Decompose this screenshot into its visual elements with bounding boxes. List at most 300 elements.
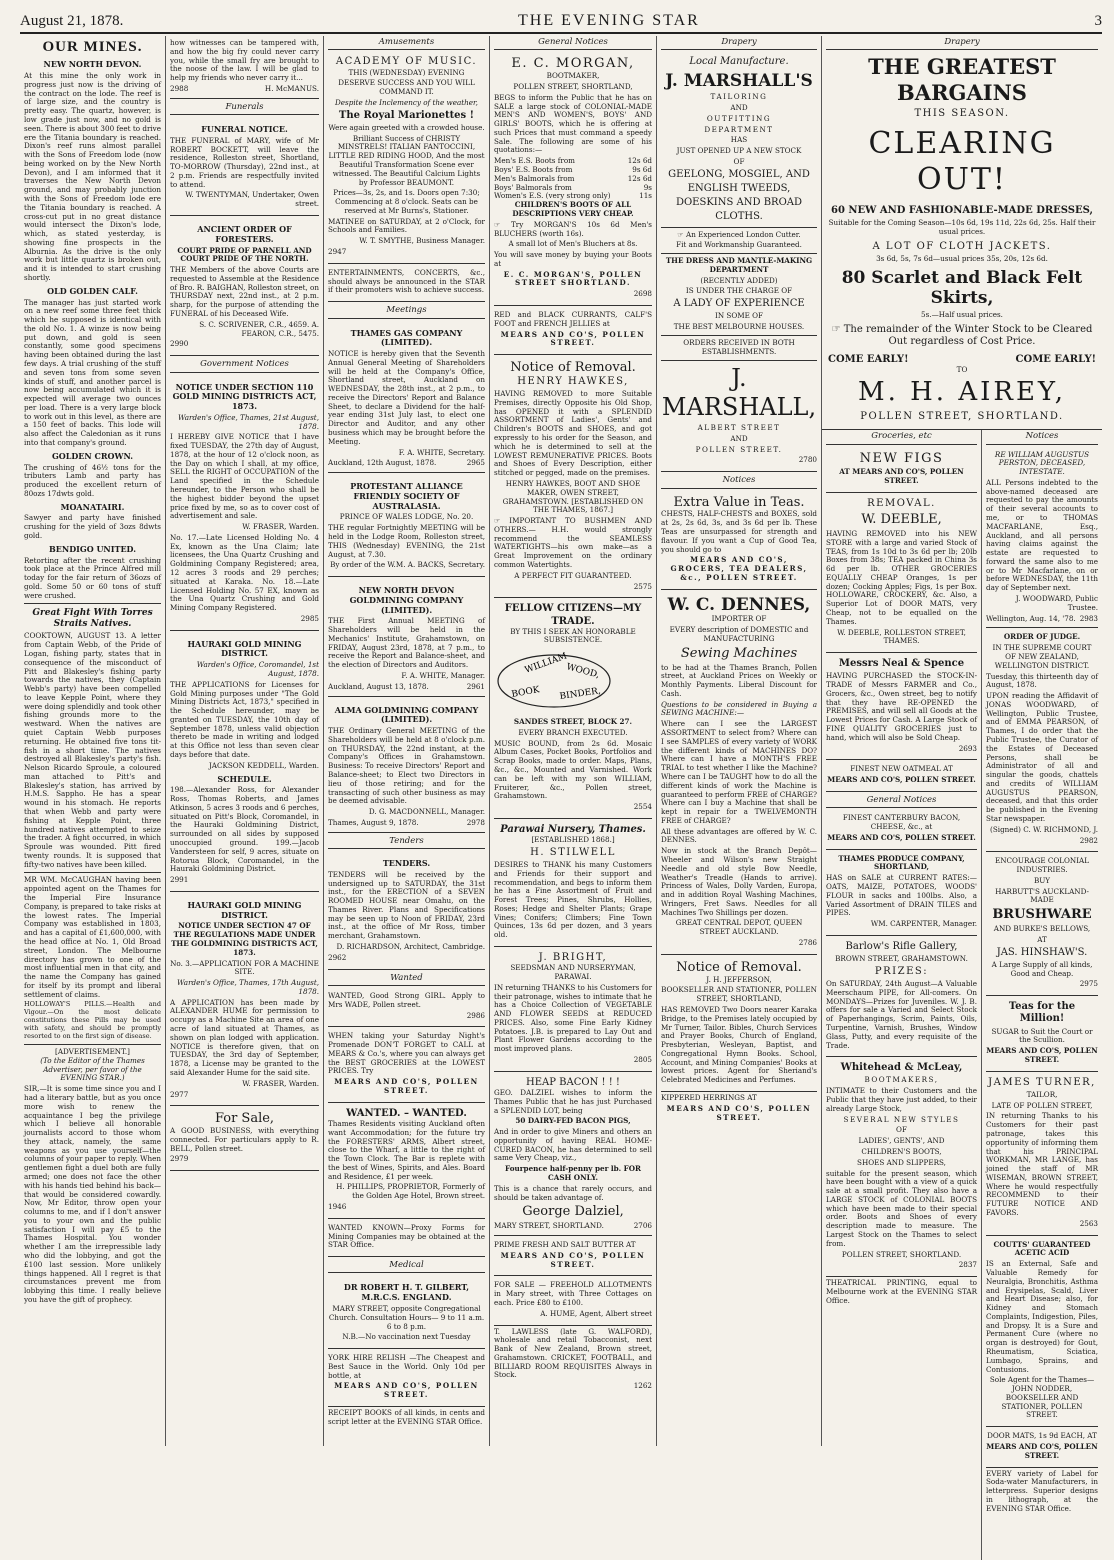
- ad-title: PROTESTANT ALLIANCE FRIENDLY SOCIETY OF AUSTRALASIA.: [350, 481, 463, 511]
- ad-line: IN SOME OF: [715, 311, 763, 321]
- shop-name: MEARS AND CO'S, POLLEN STREET.: [666, 1103, 812, 1122]
- ad-subtitle: BY THIS I SEEK AN HONORABLE SUBSISTENCE.: [510, 626, 636, 645]
- ad-text: HAS REMOVED Two Doors nearer Karaka Bridge, to the Premises lately occupied by Mr Turner, Tailor. Bibles, Church Services and Prayer Books, Church of England, Presbyterian, Wesleyan, Baptist, and Congregational Hymn Books. School, Account, and Mining Companies' Books at lowest prices. Agent for Sheriand's Celebrated Medicines and Perfumes.: [661, 1004, 817, 1085]
- ad-subtitle: DESERVE SUCCESS AND YOU WILL COMMAND IT.: [338, 78, 475, 97]
- ad-title: THE GREATEST BARGAINS: [868, 54, 1056, 105]
- ad-name: J. MARSHALL,: [661, 363, 817, 421]
- ad-text: GEO. DALZIEL wishes to inform the Thames Public that he has just Purchased a SPLENDID LOT, being: [494, 1088, 652, 1115]
- ad-text: IN returning Thanks to his Customers for their past patronage, takes this opportunity of informing them that his PRINCIPAL WORKMAN, MR LANGE, has joined the staff of MR WISEMAN, BROWN STREET, Where he would respectfully RECOMMEND to their FUTURE NOTICE AND FAVORS.: [986, 1111, 1098, 1218]
- stock-line: CLOTHS.: [715, 211, 763, 223]
- ad-line: JUST OPENED UP A NEW STOCK: [676, 146, 802, 156]
- signature: W. T. SMYTHE, Business Manager.: [359, 236, 485, 246]
- ad-title: FUNERAL NOTICE.: [201, 124, 288, 135]
- theatrical-ad: [826, 1279, 977, 1305]
- ad-title: W. C. DENNES,: [667, 594, 811, 615]
- pointing-hand-icon: ☞: [494, 219, 511, 229]
- ad-text: THEATRICAL PRINTING, equal to Melbourne work at the EVENING STAR Office.: [826, 1278, 977, 1305]
- signature: J. WOODWARD, Public Trustee.: [1015, 594, 1098, 612]
- ad-title: E. C. MORGAN,: [511, 56, 635, 72]
- ad-number: 2983: [1079, 613, 1098, 623]
- advert-tag: [ADVERTISEMENT.]: [55, 1047, 130, 1057]
- currants-ad: [494, 308, 652, 355]
- ad-place: Warden's Office, Thames, 21st August, 1878.: [177, 412, 319, 431]
- ad-text: Despite the Inclemency of the weather,: [335, 97, 478, 107]
- stock-line: DOESKINS AND BROAD: [675, 197, 803, 209]
- ad-headline: 50 DAIRY-FED BACON PIGS,: [515, 1116, 631, 1126]
- ad-line: (RECENTLY ADDED): [700, 275, 778, 285]
- section-heading: Notices: [986, 430, 1098, 444]
- ad-text: Were again greeted with a crowded house.: [328, 122, 485, 132]
- ad-number: 2988: [170, 83, 189, 93]
- ad-text: 3s 6d, 5s, 7s 6d—usual prices 35s, 20s, 12s 6d.: [876, 253, 1048, 263]
- ad-agent: Sole Agent for the Thames— JOHN NODDER, BOOKSELLER AND STATIONER, POLLEN STREET.: [989, 1375, 1095, 1420]
- ad-line: TO: [956, 365, 968, 375]
- ad-line: AT: [1037, 934, 1047, 944]
- ad-text: Where can I see the LARGEST ASSORTMENT to select from? Where can I see SAMPLES of every variety of WORK the different kinds of MACHINES DO? Where can I have a MONTH'S FREE TRIAL to test whether I like the Machine? Where can I be TAUGHT how to do all the different kinds of work the Machine is guaranteed to perform FREE of CHARGE? Where can I buy a Machine that shall be kept in repair for a TWELVEMONTH FREE of CHARGE?: [661, 719, 817, 825]
- ad-number: 2554: [633, 802, 652, 812]
- ad-text: KIPPERED HERRINGS AT: [661, 1093, 757, 1103]
- shop-name: MEARS AND CO'S, POLLEN STREET.: [986, 1442, 1098, 1460]
- ad-line: CHILDREN'S BOOTS,: [861, 1146, 942, 1156]
- turner-ad: [986, 1074, 1098, 1236]
- ad-name: M. H. AIREY,: [857, 377, 1067, 408]
- ad-subtitle: EVERY BRANCH EXECUTED.: [518, 727, 628, 737]
- ad-number: 2947: [328, 247, 347, 257]
- pointing-hand-icon: ☞: [677, 229, 687, 239]
- kippered-ad: [661, 1094, 817, 1122]
- stamp-word: BINDER,: [559, 686, 602, 703]
- divider: [24, 603, 161, 604]
- ad-title: NOTICE UNDER SECTION 110 GOLD MINING DISTRICTS ACT, 1873.: [172, 381, 317, 411]
- ad-number: 2965: [466, 458, 485, 468]
- right-subcolumns: [822, 430, 1102, 1560]
- produce-ad: [826, 852, 977, 936]
- jefferson-ad: [661, 957, 817, 1092]
- marshall-ad: [661, 53, 817, 472]
- ad-text: suitable for the present season, which have been bought with a view of a quick sale at a small profit. They also have a LARGE STOCK of COLONIAL BOOTS which have been made to their special order. Boots and Shoes of every description made to measure. The Largest Stock on the Thames to select from.: [826, 1168, 977, 1248]
- ad-headline: Sewing Machines: [680, 645, 798, 661]
- right-section: [822, 36, 1102, 1513]
- stock-line: GEELONG, MOSGIEL, AND: [668, 168, 810, 180]
- ad-number: 2961: [466, 681, 485, 691]
- column-notices-right: [982, 430, 1102, 1560]
- ad-number: 1262: [633, 1381, 652, 1391]
- signature: WM. CARPENTER, Manager.: [870, 919, 977, 929]
- ad-line: HAS: [730, 135, 748, 145]
- wanted-ad: [328, 1029, 485, 1102]
- ad-text: RED and BLACK CURRANTS, CALF'S FOOT and FRENCH JELLIES at: [494, 309, 652, 328]
- price-value: 9s: [643, 182, 652, 192]
- ad-title: DR ROBERT H. T. GILBERT, M.R.C.S. ENGLAND.: [343, 1282, 470, 1303]
- signature: F. A. WHITE, Manager.: [401, 671, 485, 681]
- ad-text: A PERFECT FIT GUARANTEED.: [514, 570, 632, 580]
- relish-ad: [328, 1351, 485, 1407]
- ad-number: 2978: [466, 817, 485, 827]
- price-item: Men's E.S. Boots from: [494, 156, 575, 166]
- ad-subtitle: No. 3.—APPLICATION FOR A MACHINE SITE.: [170, 958, 319, 977]
- price-item: Boys' E.S. Boots from: [494, 165, 573, 175]
- tea-ad: [661, 492, 817, 590]
- mine-title: MOANATAIRI.: [60, 501, 125, 512]
- ad-title: Extra Value in Teas.: [673, 494, 805, 510]
- ad-text: THE First Annual MEETING of Shareholders will be held in the Mechanics' Institute, Grahamstown, on FRIDAY, August 23rd, 1878, at 7 p.m., to receive the Report and Balance-sheet, and the election of Directors and Auditors.: [328, 616, 485, 670]
- ad-number: 2986: [466, 1010, 485, 1020]
- ad-name: HENRY HAWKES,: [517, 375, 629, 387]
- signature: By order of the W.M. A. BACKS, Secretary.: [330, 560, 485, 570]
- divider: [24, 872, 161, 873]
- bookbinder-stamp: [494, 651, 614, 711]
- ad-subtitle: SEEDSMAN AND NURSERYMAN, PARAWAI.: [510, 963, 636, 982]
- butter-ad: [494, 1238, 652, 1276]
- ad-date: Tuesday, this thirteenth day of August, 1878.: [986, 671, 1098, 690]
- bacon-ad: [826, 811, 977, 849]
- ad-line: HARBUTT'S AUCKLAND-MADE: [995, 886, 1089, 905]
- ad-text: THE APPLICATIONS for Licenses for Gold Mining purposes under "The Gold Mining Districts Act, 1873," specified in the Schedule hereunder, may be granted on TUESDAY, the 10th day of September 1878, unless valid objection thereto be made in writing and lodged at this Office not less than seven clear days before that date.: [170, 679, 319, 760]
- ad-text: DOOR MATS, 1s 9d EACH, AT: [987, 1431, 1097, 1441]
- brushware-ad: [986, 854, 1098, 996]
- column-drapery: [657, 36, 822, 1446]
- ad-text: THE regular Fortnightly MEETING will be held in the Lodge Room, Rolleston street, THIS (Wednesday) EVENING, the 21st August, at 7.30.: [328, 523, 485, 559]
- ad-text: Questions to be considered in Buying a SEWING MACHINE:—: [661, 699, 817, 718]
- mine-title: GOLDEN CROWN.: [51, 450, 134, 461]
- ad-title: COUTTS' GUARANTEED ACETIC ACID: [993, 1239, 1091, 1258]
- ad-text: to be had at the Thames Branch, Pollen street, at Auckland Prices on Weekly or Monthly Payments. Liberal Discount for Cash.: [661, 662, 817, 698]
- ad-text: THE FUNERAL of MARY, wife of Mr ROBERT BOCKETT, will leave the residence, Rolleston street, Shortland, TO-MORROW (Thursday), 22nd inst., at 2 p.m. Friends are respectfully invited to attend.: [170, 135, 319, 189]
- nursery-ad: [494, 821, 652, 947]
- signature: H. McMANUS.: [264, 83, 319, 93]
- ad-text: A APPLICATION has been made by ALEXANDER HUME for permission to occupy as a Machine Site an area of one acre of land situated at Thames, as shown on plan lodged with application. NOTICE is therefore given, that on TUESDAY, the 3rd day of September, 1878, a License may be granted to the said Alexander Hume for the said site.: [170, 997, 319, 1077]
- ad-line: OF: [896, 1125, 907, 1135]
- ad-text: Now in stock at the Branch Depôt—Wheeler and Wilson's new Straight Needle and old style Bow Needle, Weather's Treadle (Hands to arrive). Princess of Wales, Dolly Varden, Europa, and in addition Royal Washing Machines, Wringers, Fret Saws. Needles for all Machines Two Shillings per dozen.: [661, 846, 817, 917]
- ad-place: Warden's Office, Coromandel, 1st August, 1878.: [196, 660, 319, 678]
- meeting-notice: [328, 322, 485, 474]
- ad-text: Try MORGAN'S 10s 6d Men's BLUCHERS (worth 16s).: [494, 219, 652, 238]
- ad-line: OUTFITTING: [706, 113, 772, 123]
- wanted-ad: [328, 1221, 485, 1257]
- ad-address: MARY STREET, SHORTLAND.: [494, 1221, 604, 1231]
- signature: D. RICHARDSON, Architect, Cambridge.: [336, 942, 485, 952]
- ad-title: Notice of Removal.: [676, 959, 802, 975]
- ad-text: MARY STREET, opposite Congregational Church. Consultation Hours— 9 to 11 a.m. 6 to 8 p.m.: [328, 1303, 485, 1331]
- shop-name: MEARS AND CO'S, POLLEN STREET.: [500, 1250, 646, 1269]
- shop-name: W. DEEBLE, ROLLESTON STREET, THAMES.: [837, 627, 966, 646]
- ad-place: Wellington, Aug. 14, '78.: [986, 613, 1076, 623]
- ad-title: FELLOW CITIZENS—MY TRADE.: [504, 603, 642, 627]
- ad-place: Auckland, 12th August, 1878.: [328, 458, 437, 468]
- section-heading: Groceries, etc: [826, 430, 977, 444]
- ad-title: J. BRIGHT,: [538, 952, 608, 964]
- price-item: Boys' Balmorals from: [494, 182, 572, 192]
- receipt-ad: [328, 1409, 485, 1427]
- neal-spence-ad: [826, 655, 977, 760]
- ad-text: UPON reading the Affidavit of JONAS WOODWARD, of Wellington, Public Trustee, and of EMMA PEARSON, of Thames, I do order that the Public Trustee, the Curator of the Estates of Deceased Persons, shall be Administrator of all and singular the goods, chattels and credits of WILLIAM AUGUSTUS PEARSON, deceased, and that this order be published in the Evening Star newspaper.: [986, 691, 1098, 823]
- signature: JACKSON KEDDELL, Warden.: [208, 760, 319, 770]
- academy-ad: [328, 53, 485, 263]
- ad-text: SUGAR to Suit the Court or the Scullion.: [991, 1026, 1093, 1045]
- shop-name: HENRY HAWKES, BOOT AND SHOE MAKER, OWEN STREET, GRAHAMSTOWN. [ESTABLISHED ON THE THAMES, 1867.]: [502, 478, 644, 515]
- schedule-text: 198.—Alexander Ross, for Alexander Ross, Thomas Roberts, and James Atkinson, 5 acres 3 roods and 6 perches, situated on Pitt's Block, Coromandel, in the Hauraki Goldmining District, surrounded on all sides by supposed unoccupied ground. 199.—Jacob Vandersteen for self, 9 acres, situate on Rotorua Block, Coromandel, in the Hauraki Goldmining District.: [170, 785, 319, 874]
- deeble-ad: [826, 495, 977, 653]
- price-value: 12s 6d: [627, 156, 652, 166]
- columns: [20, 36, 1102, 1513]
- ad-text: BEGS to inform the Public that he has on SALE a large stock of COLONIAL-MADE MEN'S AND WOMEN'S, BOYS' AND GIRLS' BOOTS, which he is offering at such Prices that must command a speedy Sale. The following are some of his quotations:—: [494, 92, 652, 155]
- ad-text: Thames Residents visiting Auckland often want Accommodation; for the future try the FORESTERS' ARMS, Albert street, close to the Wharf, a little to the right of the Town Clock. The Bar is replete with the best of Wines, Spirits, and Ales. Board and Residence, £1 per week.: [328, 1118, 485, 1181]
- ad-line: AND BURKE'S BELLOWS,: [993, 924, 1091, 934]
- ad-line: SEVERAL NEW STYLES: [843, 1114, 960, 1124]
- mine-text: The manager has just started work on a new reef some three feet thick which he supposed is identical with the old No. 1. A winze is now being put down, and gold is seen constantly, some good specimens having been obtained during the last few days. A trial crushing of the stuff and seven tons from some seven kinds of stuff, and another parcel is now being accumulated which it is expected will average two ounces per load. There is a very large block to work out in this level, as there are a 150 feet of backs. This lode will also affect the Caledonian as it runs into that company's ground.: [24, 297, 161, 448]
- meeting-notice: [328, 699, 485, 833]
- ad-title: ANCIENT ORDER OF FORESTERS.: [197, 224, 292, 244]
- ad-subtitle: PRINCE OF WALES LODGE, No. 20.: [339, 512, 474, 522]
- ad-number: 2706: [633, 1221, 652, 1231]
- ad-place: Warden's Office, Thames, 17th August, 1878.: [177, 978, 319, 996]
- ad-number: 2693: [958, 743, 977, 753]
- wood-ad: [494, 600, 652, 819]
- ad-title: Teas for the Million!: [1008, 1001, 1076, 1025]
- ad-text: ENTERTAINMENTS, CONCERTS, &c., should always be announced in the STAR if their promoters wish to achieve success.: [328, 267, 485, 295]
- ad-subtitle: THIS SEASON.: [914, 107, 1010, 119]
- ad-line: A LOT OF CLOTH JACKETS.: [872, 240, 1052, 252]
- section-heading: Notices: [661, 474, 817, 488]
- signature: (Signed) C. W. RICHMOND, J.: [990, 824, 1098, 834]
- ad-number: 2837: [958, 1260, 977, 1270]
- ad-number: 2698: [633, 289, 652, 299]
- masthead: [20, 10, 1102, 34]
- ad-text: This is a chance that rarely occurs, and should be taken advantage of.: [494, 1183, 652, 1202]
- tender-notice: [328, 852, 485, 970]
- ad-text: HAVING REMOVED into his NEW STORE with a large and varied Stock of TEAS, from 1s 10d to 3s 6d per lb; 20lb Boxes from 38s; TEA packed in China 3s 6d per lb. OTHER GROCERIES EQUALLY CHEAP Oranges, 1s per dozen; Cocking Apples; Figs, 1s per Box. HOLLOWARE, CROCKERY, &c. Also, a Superior Lot of DOOR MATS, very Cheap, not to be equalled on the Thames.: [826, 529, 977, 626]
- ad-number: 2990: [170, 339, 189, 349]
- ad-headline: CLEARING OUT!: [868, 125, 1056, 198]
- ad-line: A LADY OF EXPERIENCE: [673, 298, 805, 310]
- ad-text: THE Ordinary General MEETING of the Shareholders will be held at 8 o'clock p.m. on THURSDAY, the 22nd instant, at the Company's Offices in Grahamstown. Business: To receive Directors' Report and Balance-sheet; to Elect two Directors in lieu of those retiring; and for the transacting of such other business as may be deemed advisable.: [328, 726, 485, 806]
- for-sale-ad: [170, 1108, 319, 1171]
- ad-line: 80 Scarlet and Black Felt Skirts,: [841, 267, 1083, 309]
- medical-ad: [328, 1276, 485, 1349]
- ad-title: HAURAKI GOLD MINING DISTRICT.: [187, 638, 302, 659]
- ad-number: 2985: [300, 613, 319, 623]
- oatmeal-ad: [826, 762, 977, 792]
- section-heading: Drapery: [661, 36, 817, 50]
- airey-banner-ad: [822, 54, 1102, 430]
- ad-number: 2982: [1079, 835, 1098, 845]
- ad-title: Notice of Removal.: [510, 360, 636, 376]
- ad-subtitle: TAILOR,: [1026, 1089, 1058, 1099]
- divider: [661, 335, 817, 336]
- ad-subtitle: BOOTMAKERS,: [864, 1075, 939, 1085]
- signature: H. PHILLIPS, PROPRIETOR, Formerly of the Golden Age Hotel, Brown street.: [336, 1182, 485, 1201]
- ad-text: A Large Supply of all kinds, Good and Cheap.: [991, 959, 1093, 978]
- ad-text: HAVING REMOVED to more Suitable Premises, directly Opposite his Old Shop, has OPENED it with a SPLENDID ASSORTMENT of Ladies', Gents' and Children's BOOTS and SHOES, and got expressly to his order for the Season, and which he is determined to sell at the LOWEST REMUNERATIVE PRICES. Boots and Shoes of Every Description, either stitched or pegged, made on the premises.: [494, 389, 652, 478]
- ad-subtitle: Local Manufacture.: [689, 56, 789, 68]
- ad-text: The remainder of the Winter Stock to be Cleared Out regardless of Cost Price.: [843, 323, 1093, 348]
- wanted-ad: [328, 1105, 485, 1219]
- ad-line: SHOES AND SLIPPERS,: [857, 1157, 946, 1167]
- ad-title: Parawai Nursery, Thames.: [500, 823, 646, 835]
- ad-text: You will save money by buying your Boots at: [494, 250, 652, 268]
- ad-headline: The Royal Marionettes !: [338, 109, 475, 121]
- funeral-notice: [170, 118, 319, 216]
- section-heading: Medical: [328, 1259, 485, 1273]
- mine-text: Retorting after the recent crushing took place at the Prince Alfred mill today for the fair return of 36ozs of gold. Some 50 or 60 tons of stuff were crushed.: [24, 555, 161, 600]
- ad-number: 2979: [170, 1154, 189, 1164]
- ad-title: JAMES TURNER,: [988, 1076, 1096, 1088]
- pointing-hand-icon: ☞: [494, 516, 510, 526]
- section-heading: Wanted: [328, 972, 485, 986]
- ad-text: RECEIPT BOOKS of all kinds, in cents and script letter at the EVENING STAR Office.: [328, 1408, 485, 1426]
- ad-line: IS UNDER THE CHARGE OF: [685, 286, 793, 296]
- mine-text: The crushing of 46½ tons for the tributers Lamb and party has produced the excellent return of 80ozs 17dwts gold.: [24, 462, 161, 498]
- ad-text: T. LAWLESS (late G. WALFORD), wholesale and retail Tobacconist, next Bank of New Zealand, Brown street, Grahamstown. CRICKET, FOOTBALL, and BILLIARD ROOM REQUISITES Always in Stock.: [494, 1326, 652, 1380]
- ad-text: TENDERS will be received by the undersigned up to SATURDAY, the 31st inst., for the ERECTION of a SEVEN ROOMED HOUSE near Omahu, on the Thames River. Plans and Specifications may be seen up to Noon of FRIDAY, 23rd inst., at the office of Mr Ross, timber merchant, Grahamstown.: [328, 869, 485, 941]
- signature: W. FRASER, Warden.: [242, 522, 319, 532]
- price-item: Men's Balmorals from: [494, 173, 575, 183]
- ad-text: YORK HIRE RELISH —The Cheapest and Best Sauce in the World. Only 10d per bottle, at: [328, 1353, 485, 1380]
- ad-text: Fit and Workmanship Guaranteed.: [676, 240, 802, 250]
- gov-notice: [170, 633, 319, 892]
- mine-title: NEW NORTH DEVON.: [43, 59, 142, 70]
- ad-subtitle: NOTICE UNDER SECTION 47 OF THE REGULATIONS MADE UNDER THE GOLDMINING DISTRICTS ACT, 1873.: [171, 921, 318, 957]
- ad-text: All these advantages are offered by W. C. DENNES.: [661, 826, 817, 845]
- section-heading: Government Notices: [170, 358, 319, 372]
- stamp-word: WILLIAM: [523, 651, 569, 677]
- insurance-text: MR WM. McCAUGHAN having been appointed agent on the Thames for the Imperial Fire Insurance Company, is prepared to take risks at the lowest rates. The Imperial Company was established in 1803, and has a capital of £1,600,000, with the head office at No. 1, Old Broad street, London. The Melbourne directory has grown to one of the most influential men in that city, and the name the Company has gained for itself by its prompt and liberal settlement of claims.: [24, 875, 161, 999]
- price-item: Women's E.S. (very strong only): [494, 191, 611, 201]
- judge-order: [986, 630, 1098, 852]
- divider: [661, 227, 817, 228]
- freehold-ad: [494, 1278, 652, 1325]
- ad-subtitle: COURT PRIDE OF PARNELL AND COURT PRIDE OF THE NORTH.: [177, 245, 312, 264]
- shop-name: MEARS AND CO'S, POLLEN STREET.: [986, 1046, 1098, 1064]
- rifle-gallery-ad: [826, 938, 977, 1057]
- schedule-text: No. 17.—Late Licensed Holding No. 4 Ex, known as the Una Claim; late licensees, the Una Quartz Crushing and Goldmining Company Registered; area, 12 acres 3 roods and 29 perches; situated at Karaka. No. 18.—Late Licensed Holding No. 57 EX, known as the Una Quartz Crushing and Gold Mining Company Registered.: [170, 532, 319, 613]
- letter-text: SIR,—It is some time since you and I had a literary battle, but as you once more wish to renew the acquaintance I beg the privilege which I believe all honorable journalists accord to those whom they attack, namely, the same weapons as you use yourself—the columns of your paper to reply. When gentlemen fight a duel both are fully armed; one does not face the other with his hands tied behind his back—that would be considered cowardly. Now, Mr Editor, throw open your columns to me, and if I don't answer you to your own and the public satisfaction I will pay £5 to the Thames Hospital. You wonder whether I am the irrepressible lady who did the lobbying, and got the £100 last session. More unlikely things happened. All I regret is that circumstances prevent me from lobbying this time. I really believe you have the gift of prophecy.: [24, 1084, 161, 1304]
- lawless-ad: [494, 1328, 652, 1391]
- ad-subtitle: BOOTMAKER,: [546, 71, 600, 81]
- shop-name: MEARS AND CO'S, GROCERS, TEA DEALERS, &c., POLLEN STREET.: [670, 555, 808, 582]
- ad-number: 2962: [328, 952, 347, 962]
- ad-text: An Experienced London Cutter.: [686, 229, 801, 239]
- labels-ad: [986, 1470, 1098, 1514]
- column-notices: [166, 36, 324, 1446]
- ad-text: WHEN taking your Saturday Night's Promenade DON'T FORGET to CALL at MEARS & Co.'s, where you can always get the BEST GROCERIES at the LOWEST PRICES. Try: [328, 1031, 485, 1076]
- morgan-ad: [494, 53, 652, 306]
- ad-title: TENDERS.: [382, 858, 431, 869]
- ad-subtitle: IMPORTER OF: [711, 614, 767, 624]
- ad-text: HAS on SALE at CURRENT RATES:— OATS, MAIZE, POTATOES, WOODS' FLOUR in sacks and 100lbs. Also, a Varied Assortment of DRAIN TILES and PIPES.: [826, 873, 977, 918]
- ad-name: W. DEEBLE,: [861, 512, 942, 528]
- mine-text: Sawyer and party have finished crushing for the yield of 3ozs 8dwts gold.: [24, 513, 161, 541]
- column-groceries: [822, 430, 982, 1560]
- signature: F. A. WHITE, Secretary.: [398, 447, 485, 457]
- bright-ad: [494, 949, 652, 1072]
- ad-number: 2805: [633, 1055, 652, 1065]
- divider: [661, 360, 817, 361]
- ad-text: IN returning THANKS to his Customers for their patronage, wishes to intimate that he has a Choice Collection of VEGETABLE AND FLOWER SEEDS at REDUCED PRICES. Also, some Fine Early Kidney Potatoes. J.B. is prepared to Lay Out and Plant Flower Gardens according to the most improved plans.: [494, 982, 652, 1054]
- ad-text: FINEST NEW OATMEAL AT: [850, 764, 953, 774]
- hawkes-ad: [494, 357, 652, 598]
- ad-title: RE WILLIAM AUGUSTUS PERSTON, DECEASED, INTESTATE.: [994, 449, 1090, 477]
- divider: [24, 1044, 161, 1045]
- bacon-ad: [494, 1074, 652, 1236]
- ad-text: HAVING PURCHASED the STOCK-IN-TRADE of Messrs FARMER and Co., Grocers, &c., Owen street, beg to notify that they have RE-OPENED the PREMISES, and will sell all Goods at the Lowest Prices for Cash. A Large Stock of FINE QUALITY GROCERIES just to hand, which will also be Sold Cheap.: [826, 671, 977, 742]
- meeting-notice: [328, 579, 485, 697]
- shop-name: E. C. MORGAN'S, POLLEN STREET SHORTLAND.: [503, 269, 643, 288]
- stamp-word: BOOK: [510, 685, 541, 701]
- ad-line: DEPARTMENT: [704, 124, 774, 134]
- ad-subtitle: [ESTABLISHED 1868.]: [531, 835, 615, 845]
- mine-title: OLD GOLDEN CALF.: [47, 285, 138, 296]
- page-number: 3: [1094, 12, 1102, 29]
- column-amusements: [324, 36, 490, 1446]
- ad-line: LADIES', GENTS', AND: [858, 1136, 945, 1146]
- ad-line: AND: [730, 103, 748, 113]
- ad-number: 2977: [170, 1089, 189, 1099]
- ad-title: ALMA GOLDMINING COMPANY (LIMITED).: [334, 704, 479, 725]
- ad-text: INTIMATE to their Customers and the Public that they have just added, to their already Large Stock,: [826, 1086, 977, 1113]
- ad-line: BUY: [1033, 875, 1051, 885]
- ad-price: Fourpence half-penny per lb. FOR CASH ONLY.: [505, 1164, 641, 1183]
- article-title: Great Fight With Torres Straits Natives.: [32, 608, 153, 630]
- shop-name: MEARS AND CO'S, POLLEN STREET.: [334, 1077, 479, 1095]
- ad-title: HAURAKI GOLD MINING DISTRICT.: [187, 899, 302, 920]
- ad-number: 2991: [170, 875, 189, 885]
- ad-text: 5s.—Half usual prices.: [921, 310, 1003, 320]
- door-mats-ad: [986, 1429, 1098, 1467]
- ad-title: THAMES PRODUCE COMPANY, SHORTLAND,: [838, 853, 965, 872]
- ad-text: FINEST CANTERBURY BACON, CHEESE, &c., at: [842, 813, 961, 832]
- wanted-ad: [328, 989, 485, 1027]
- ad-address: SANDES STREET, BLOCK 27.: [513, 717, 633, 727]
- ad-title: ACADEMY OF MUSIC.: [335, 56, 478, 68]
- ad-line: TAILORING: [710, 92, 768, 102]
- coutts-ad: [986, 1238, 1098, 1428]
- ad-text: EVERY description of DOMESTIC and MANUFACTURING: [669, 625, 809, 643]
- column-general-notices: [490, 36, 657, 1446]
- price-value: 9s 6d: [632, 165, 652, 175]
- whitehead-ad: [826, 1059, 977, 1277]
- article-text: COOKTOWN, AUGUST 13. A letter from Captain Webb, of the Pride of Logan, fishing party, states that in consequence of the misconduct of Pitt and Blakesley's fishing party towards the natives, they (Captain Webb's party) have been compelled to leave Kepple Point, where they were doing splendidly and took other fishing grounds more to the westward. When the natives are quiet Captain Webb purposes returning. He obtained five tons tit-fish in a short time. The natives destroyed all Blakesley's party's fish. Nelson Ricardo Sproule, a coloured man attached to Pitt's and Blakesley's station, has arrived by H.M.S. Sappho. He has a spear wound in his stomach. He reports that when Webb and party were fishing at Kepple Point, three hundred natives attempted to seize the trader. A fight occurred, in which Sproule was wounded. Pitt fired twenty rounds. It is supposed that fifty-two natives have been killed.: [24, 631, 161, 869]
- shop-name: AT MEARS AND CO'S, POLLEN STREET.: [839, 467, 964, 486]
- ad-address: POLLEN STREET.: [695, 444, 783, 454]
- ad-title: NEW NORTH DEVON GOLDMINING COMPANY (LIMITED).: [349, 585, 464, 615]
- figs-ad: [826, 448, 977, 493]
- mine-text: At this mine the only work in progress just now is the driving of the contract on the lode. The reef is of large size, and the country is pretty easy. The quartz, however, is low grade just now, and no gold is seen. There is about 300 feet to drive ere the Titania boundary is reached. Dixon's reef runs almost parallel with the Sons of Freedom lode (now being worked on by the New North Devon), and I am informed that it traverses the New North Devon ground, and may probably junction with the Sons of Freedom lode ere the Titania boundary is reached. A cross-cut put in no great distance would intersect the Dixon's lode, which, as stated yesterday, is showing fine prospects in the Alburnia. As the drive is the only work but little quartz is broken out, and it is intended to start crushing shortly.: [24, 71, 161, 283]
- ad-text: Brilliant Success of CHRISTY MINSTRELS! ITALIAN FANTOCCINI, LITTLE RED RIDING HOOD, And the most Beautiful Transformation Scene ever witnessed. The Beautiful Calcium Lights by Professor BEAUMONT.: [328, 133, 485, 187]
- section-heading: Meetings: [328, 304, 485, 318]
- letter-salutation: (To the Editor of the Thames Advertiser, per favor of the EVENING STAR.): [40, 1055, 145, 1083]
- divider: [661, 253, 817, 254]
- ad-number: 2575: [633, 581, 652, 591]
- ad-text: PRIME FRESH AND SALT BUTTER AT: [494, 1240, 636, 1250]
- letter-continued: [170, 36, 319, 99]
- ad-title: Whitehead & McLeay,: [840, 1062, 963, 1074]
- gov-notice: [170, 376, 319, 631]
- stock-line: ENGLISH TWEEDS,: [687, 182, 791, 194]
- ad-headline: THE DRESS AND MANTLE-MAKING DEPARTMENT: [665, 256, 813, 274]
- signature: S. C. SCRIVENER, C.R., 4659. A. FEARON, C.R., 5475.: [199, 319, 319, 338]
- signature: D. G. MACDONNELL, Manager.: [368, 807, 485, 817]
- ad-name: H. STILWELL: [530, 846, 616, 858]
- price-value: 12s 6d: [627, 173, 652, 183]
- ad-address: ALBERT STREET: [697, 423, 781, 433]
- ad-text: WANTED KNOWN—Proxy Forms for Mining Companies may be obtained at the STAR Office.: [328, 1222, 485, 1250]
- shop-name: MEARS AND CO'S, POLLEN STREET.: [334, 1381, 479, 1400]
- ad-name: George Dalziel,: [522, 1204, 624, 1220]
- price-value: 11s: [639, 191, 652, 201]
- issue-date: August 21, 1878.: [20, 12, 124, 29]
- section-heading: Funerals: [170, 101, 319, 115]
